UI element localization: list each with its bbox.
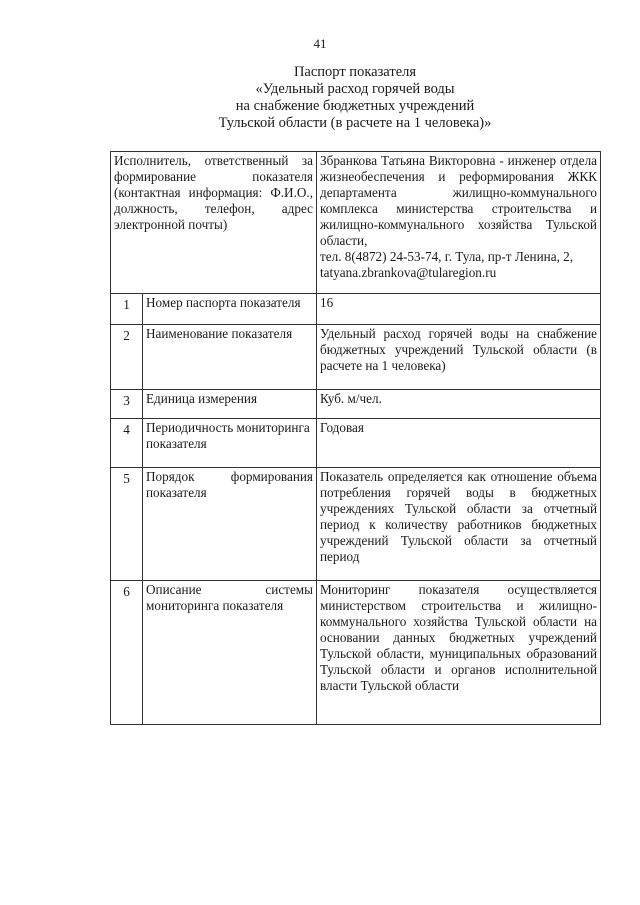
page-number: 41 <box>313 36 327 51</box>
executor-row <box>111 152 601 294</box>
row-label: Номер паспорта показателя <box>143 294 317 325</box>
row-value: Мониторинг показателя осуществляется министерством строительства и жилищно-коммунального хозяйства Тульской области на основании данных бюджетных учреждений Тульской области, муниципальных образований Тульской области и органов исполнительной власти Тульской области <box>317 581 601 725</box>
table-row <box>111 419 601 468</box>
executor-value <box>317 152 601 294</box>
row-label: Периодичность мониторинга показателя <box>143 419 317 468</box>
row-value: 16 <box>317 294 601 325</box>
row-number: 3 <box>111 390 143 419</box>
table-row <box>111 325 601 390</box>
row-label: Единица измерения <box>143 390 317 419</box>
title-line: Тульской области (в расчете на 1 человека)» <box>218 115 492 131</box>
title-line: Паспорт показателя <box>293 64 417 80</box>
document-title <box>110 64 600 132</box>
row-value: Куб. м/чел. <box>317 390 601 419</box>
row-label: Описание системы мониторинга показателя <box>143 581 317 725</box>
row-number: 4 <box>111 419 143 468</box>
table-row <box>111 390 601 419</box>
title-line: «Удельный расход горячей воды <box>255 81 455 97</box>
table-row <box>111 581 601 725</box>
row-number: 6 <box>111 581 143 725</box>
executor-label: Исполнитель, ответственный за формирование показателя (контактная информация: Ф.И.О., должность, телефон, адрес электронной почты) <box>111 152 317 294</box>
title-line: на снабжение бюджетных учреждений <box>235 98 475 114</box>
executor-value-email: tatyana.zbrankova@tularegion.ru <box>320 265 497 280</box>
table-row <box>111 294 601 325</box>
table-row <box>111 468 601 581</box>
row-value: Показатель определяется как отношение объема потребления горячей воды в бюджетных учреждениях Тульской области за отчетный период к количеству работников бюджетных учреждений Тульской области за отчетный период <box>317 468 601 581</box>
row-label: Порядок формирования показателя <box>143 468 317 581</box>
executor-value-contact: тел. 8(4872) 24-53-74, г. Тула, пр-т Ленина, 2, <box>320 249 574 264</box>
passport-table <box>110 151 601 725</box>
row-label: Наименование показателя <box>143 325 317 390</box>
row-number: 2 <box>111 325 143 390</box>
row-number: 1 <box>111 294 143 325</box>
executor-value-main: Збранкова Татьяна Викторовна - инженер отдела жизнеобеспечения и реформирования ЖКК департамента жилищно-коммунального комплекса министерства строительства и жилищно-коммунального хозяйства Тульской области, <box>320 153 597 248</box>
row-value: Удельный расход горячей воды на снабжение бюджетных учреждений Тульской области (в расчете на 1 человека) <box>317 325 601 390</box>
row-value: Годовая <box>317 419 601 468</box>
row-number: 5 <box>111 468 143 581</box>
